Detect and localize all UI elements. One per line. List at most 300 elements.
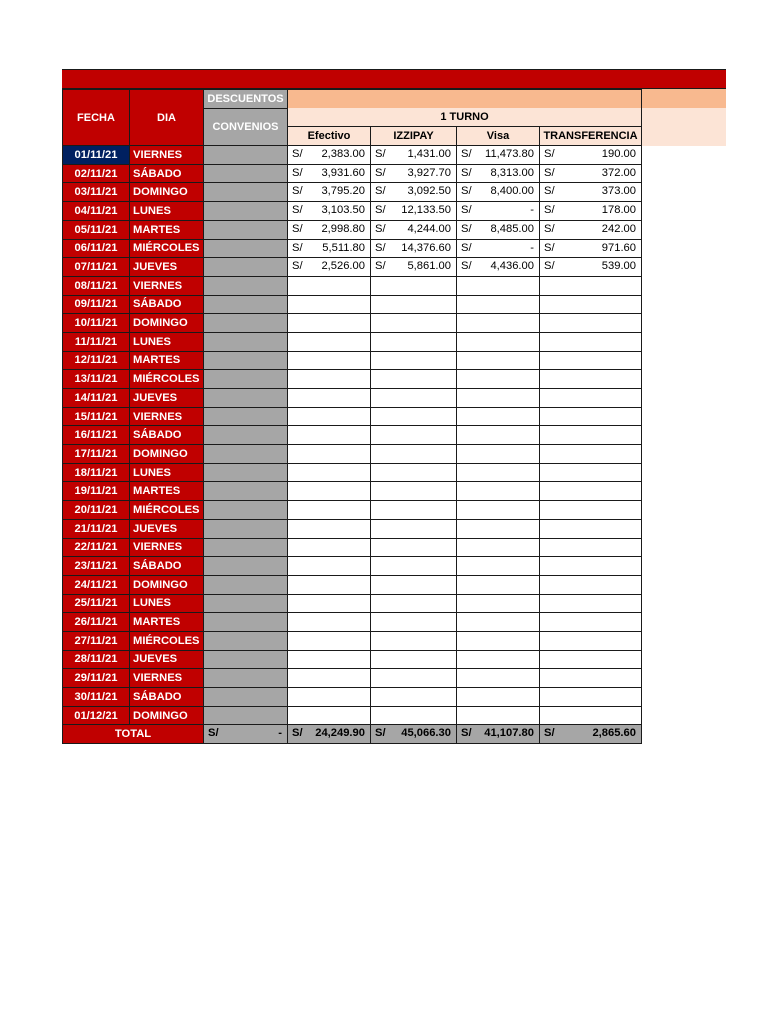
currency-symbol: S/ xyxy=(544,727,555,740)
amount-cell[interactable] xyxy=(540,370,642,389)
day-cell[interactable]: LUNES xyxy=(130,594,204,613)
amount-cell[interactable] xyxy=(457,519,540,538)
amount-cell[interactable] xyxy=(371,669,457,688)
total-visa[interactable] xyxy=(457,725,540,744)
amount-cell[interactable] xyxy=(371,220,457,239)
amount-cell[interactable] xyxy=(457,146,540,165)
amount-cell[interactable] xyxy=(371,631,457,650)
table-row xyxy=(63,519,642,538)
amount-value: 3,795.20 xyxy=(321,185,365,198)
amount-cell[interactable] xyxy=(457,332,540,351)
convenios-cell[interactable] xyxy=(204,501,288,520)
amount-cell[interactable] xyxy=(457,351,540,370)
header-efectivo[interactable]: Efectivo xyxy=(288,127,371,146)
amount-cell[interactable] xyxy=(288,332,371,351)
table-row xyxy=(63,258,642,277)
amount-value: 539.00 xyxy=(601,260,636,273)
convenios-cell[interactable] xyxy=(204,314,288,333)
amount-value: 14,376.60 xyxy=(401,241,451,254)
amount-cell[interactable] xyxy=(540,445,642,464)
currency-symbol: S/ xyxy=(461,204,472,217)
header-descuentos[interactable]: DESCUENTOS xyxy=(204,90,288,109)
amount-value: 373.00 xyxy=(601,185,636,198)
amount-value: 3,103.50 xyxy=(321,204,365,217)
amount-cell[interactable] xyxy=(288,220,371,239)
table-row xyxy=(63,650,642,669)
total-efectivo[interactable] xyxy=(288,725,371,744)
amount-cell[interactable] xyxy=(540,202,642,221)
amount-cell[interactable] xyxy=(540,426,642,445)
convenios-cell[interactable] xyxy=(204,370,288,389)
amount-cell[interactable] xyxy=(371,463,457,482)
amount-cell[interactable] xyxy=(288,314,371,333)
amount-cell[interactable] xyxy=(457,314,540,333)
date-cell[interactable]: 20/11/21 xyxy=(63,501,130,520)
day-cell[interactable]: SÁBADO xyxy=(130,164,204,183)
amount-cell[interactable] xyxy=(371,146,457,165)
amount-cell[interactable] xyxy=(371,482,457,501)
day-cell[interactable]: MARTES xyxy=(130,351,204,370)
amount-cell[interactable] xyxy=(457,557,540,576)
day-cell[interactable]: MIÉRCOLES xyxy=(130,370,204,389)
table-row xyxy=(63,463,642,482)
convenios-cell[interactable] xyxy=(204,202,288,221)
amount-value: 3,927.70 xyxy=(407,166,451,179)
header-turno[interactable]: 1 TURNO xyxy=(288,108,642,127)
amount-cell[interactable] xyxy=(540,295,642,314)
currency-symbol: S/ xyxy=(375,185,386,198)
header-descuentos-band[interactable] xyxy=(288,90,642,109)
title-banner xyxy=(62,69,726,89)
table-row xyxy=(63,688,642,707)
convenios-cell[interactable] xyxy=(204,575,288,594)
currency-symbol: S/ xyxy=(461,148,472,161)
amount-cell[interactable] xyxy=(457,482,540,501)
table-row xyxy=(63,407,642,426)
convenios-cell[interactable] xyxy=(204,463,288,482)
convenios-cell[interactable] xyxy=(204,519,288,538)
currency-symbol: S/ xyxy=(292,166,303,179)
date-cell[interactable]: 15/11/21 xyxy=(63,407,130,426)
day-cell[interactable]: JUEVES xyxy=(130,650,204,669)
amount-cell[interactable] xyxy=(371,594,457,613)
amount-cell[interactable] xyxy=(457,239,540,258)
currency-symbol: S/ xyxy=(292,727,303,740)
date-cell[interactable]: 07/11/21 xyxy=(63,258,130,277)
currency-symbol: S/ xyxy=(544,260,555,273)
amount-cell[interactable] xyxy=(540,501,642,520)
table-row xyxy=(63,631,642,650)
table-row xyxy=(63,594,642,613)
currency-symbol: S/ xyxy=(461,260,472,273)
convenios-cell[interactable] xyxy=(204,389,288,408)
amount-cell[interactable] xyxy=(371,202,457,221)
date-cell[interactable]: 10/11/21 xyxy=(63,314,130,333)
amount-cell[interactable] xyxy=(457,706,540,725)
amount-cell[interactable] xyxy=(540,519,642,538)
currency-symbol: S/ xyxy=(375,148,386,161)
date-cell[interactable]: 25/11/21 xyxy=(63,594,130,613)
amount-cell[interactable] xyxy=(371,706,457,725)
day-cell[interactable]: MARTES xyxy=(130,482,204,501)
date-cell[interactable]: 30/11/21 xyxy=(63,688,130,707)
date-cell[interactable]: 17/11/21 xyxy=(63,445,130,464)
date-cell[interactable]: 06/11/21 xyxy=(63,239,130,258)
amount-cell[interactable] xyxy=(540,669,642,688)
table-row xyxy=(63,239,642,258)
currency-symbol: S/ xyxy=(375,166,386,179)
day-cell[interactable]: MIÉRCOLES xyxy=(130,631,204,650)
total-label[interactable]: TOTAL xyxy=(63,725,204,744)
convenios-cell[interactable] xyxy=(204,407,288,426)
table-row xyxy=(63,146,642,165)
date-cell-selected[interactable]: 01/11/21 xyxy=(63,146,130,165)
amount-cell[interactable] xyxy=(288,631,371,650)
convenios-cell[interactable] xyxy=(204,146,288,165)
amount-cell[interactable] xyxy=(457,426,540,445)
table-row xyxy=(63,557,642,576)
currency-symbol: S/ xyxy=(461,222,472,235)
amount-cell[interactable] xyxy=(540,575,642,594)
amount-value: 8,313.00 xyxy=(490,166,534,179)
header-transferencia[interactable]: TRANSFERENCIA xyxy=(540,127,642,146)
amount-cell[interactable] xyxy=(457,389,540,408)
amount-cell[interactable] xyxy=(457,183,540,202)
amount-value: 178.00 xyxy=(601,204,636,217)
currency-symbol: S/ xyxy=(544,241,555,254)
amount-cell[interactable] xyxy=(288,426,371,445)
table-row xyxy=(63,314,642,333)
day-cell[interactable]: DOMINGO xyxy=(130,706,204,725)
day-cell[interactable]: MIÉRCOLES xyxy=(130,501,204,520)
amount-cell[interactable] xyxy=(540,314,642,333)
amount-cell[interactable] xyxy=(540,276,642,295)
amount-cell[interactable] xyxy=(457,445,540,464)
table-row xyxy=(63,669,642,688)
amount-cell[interactable] xyxy=(457,295,540,314)
date-cell[interactable]: 18/11/21 xyxy=(63,463,130,482)
amount-cell[interactable] xyxy=(288,407,371,426)
amount-cell[interactable] xyxy=(371,239,457,258)
table-row xyxy=(63,351,642,370)
amount-cell[interactable] xyxy=(457,220,540,239)
amount-cell[interactable] xyxy=(540,220,642,239)
amount-cell[interactable] xyxy=(288,445,371,464)
amount-value: 242.00 xyxy=(601,222,636,235)
amount-cell[interactable] xyxy=(288,276,371,295)
day-cell[interactable]: DOMINGO xyxy=(130,445,204,464)
day-cell[interactable]: LUNES xyxy=(130,463,204,482)
amount-cell[interactable] xyxy=(371,332,457,351)
table-row xyxy=(63,164,642,183)
amount-cell[interactable] xyxy=(288,538,371,557)
day-cell[interactable]: VIERNES xyxy=(130,538,204,557)
day-cell[interactable]: DOMINGO xyxy=(130,314,204,333)
day-cell[interactable]: MIÉRCOLES xyxy=(130,239,204,258)
amount-cell[interactable] xyxy=(371,426,457,445)
amount-cell[interactable] xyxy=(288,389,371,408)
total-convenios[interactable] xyxy=(204,725,288,744)
convenios-cell[interactable] xyxy=(204,669,288,688)
header-fecha[interactable]: FECHA xyxy=(63,90,130,146)
total-transferencia-value: 2,865.60 xyxy=(592,727,636,740)
table-row xyxy=(63,370,642,389)
date-cell[interactable]: 21/11/21 xyxy=(63,519,130,538)
convenios-cell[interactable] xyxy=(204,706,288,725)
day-cell[interactable]: VIERNES xyxy=(130,146,204,165)
amount-cell[interactable] xyxy=(457,202,540,221)
amount-cell[interactable] xyxy=(371,407,457,426)
date-cell[interactable]: 13/11/21 xyxy=(63,370,130,389)
amount-cell[interactable] xyxy=(540,351,642,370)
currency-symbol: S/ xyxy=(292,148,303,161)
convenios-cell[interactable] xyxy=(204,351,288,370)
amount-cell[interactable] xyxy=(457,407,540,426)
amount-cell[interactable] xyxy=(288,239,371,258)
convenios-cell[interactable] xyxy=(204,258,288,277)
convenios-cell[interactable] xyxy=(204,295,288,314)
amount-cell[interactable] xyxy=(288,575,371,594)
amount-cell[interactable] xyxy=(540,146,642,165)
day-cell[interactable]: SÁBADO xyxy=(130,295,204,314)
day-cell[interactable]: SÁBADO xyxy=(130,426,204,445)
amount-cell[interactable] xyxy=(457,575,540,594)
day-cell[interactable]: JUEVES xyxy=(130,258,204,277)
amount-cell[interactable] xyxy=(288,688,371,707)
currency-symbol: S/ xyxy=(292,241,303,254)
amount-cell[interactable] xyxy=(371,501,457,520)
amount-cell[interactable] xyxy=(540,613,642,632)
amount-cell[interactable] xyxy=(540,631,642,650)
date-cell[interactable]: 22/11/21 xyxy=(63,538,130,557)
header-visa[interactable]: Visa xyxy=(457,127,540,146)
convenios-cell[interactable] xyxy=(204,538,288,557)
currency-symbol: S/ xyxy=(375,260,386,273)
total-izzipay[interactable] xyxy=(371,725,457,744)
amount-cell[interactable] xyxy=(540,706,642,725)
convenios-cell[interactable] xyxy=(204,220,288,239)
amount-cell[interactable] xyxy=(540,332,642,351)
table-row xyxy=(63,613,642,632)
amount-cell[interactable] xyxy=(288,706,371,725)
amount-cell[interactable] xyxy=(371,389,457,408)
date-cell[interactable]: 16/11/21 xyxy=(63,426,130,445)
amount-cell[interactable] xyxy=(371,538,457,557)
day-cell[interactable]: JUEVES xyxy=(130,389,204,408)
date-cell[interactable]: 02/11/21 xyxy=(63,164,130,183)
day-cell[interactable]: VIERNES xyxy=(130,669,204,688)
amount-cell[interactable] xyxy=(540,557,642,576)
date-cell[interactable]: 26/11/21 xyxy=(63,613,130,632)
date-cell[interactable]: 14/11/21 xyxy=(63,389,130,408)
total-izzipay-value: 45,066.30 xyxy=(401,727,451,740)
date-cell[interactable]: 01/12/21 xyxy=(63,706,130,725)
amount-cell[interactable] xyxy=(288,295,371,314)
amount-cell[interactable] xyxy=(457,538,540,557)
amount-cell[interactable] xyxy=(457,463,540,482)
convenios-cell[interactable] xyxy=(204,613,288,632)
amount-cell[interactable] xyxy=(457,501,540,520)
amount-cell[interactable] xyxy=(540,463,642,482)
amount-cell[interactable] xyxy=(288,613,371,632)
day-cell[interactable]: JUEVES xyxy=(130,519,204,538)
table-row xyxy=(63,575,642,594)
amount-cell[interactable] xyxy=(371,370,457,389)
amount-cell[interactable] xyxy=(371,613,457,632)
amount-cell[interactable] xyxy=(540,594,642,613)
amount-cell[interactable] xyxy=(288,669,371,688)
amount-cell[interactable] xyxy=(457,669,540,688)
amount-cell[interactable] xyxy=(371,276,457,295)
convenios-cell[interactable] xyxy=(204,482,288,501)
date-cell[interactable]: 08/11/21 xyxy=(63,276,130,295)
amount-cell[interactable] xyxy=(540,650,642,669)
amount-cell[interactable] xyxy=(457,594,540,613)
currency-symbol: S/ xyxy=(544,166,555,179)
amount-cell[interactable] xyxy=(457,258,540,277)
day-cell[interactable]: LUNES xyxy=(130,332,204,351)
convenios-cell[interactable] xyxy=(204,332,288,351)
amount-cell[interactable] xyxy=(288,202,371,221)
convenios-cell[interactable] xyxy=(204,276,288,295)
amount-value: 4,244.00 xyxy=(407,222,451,235)
amount-cell[interactable] xyxy=(540,538,642,557)
amount-cell[interactable] xyxy=(371,650,457,669)
day-cell[interactable]: MARTES xyxy=(130,613,204,632)
header-dia[interactable]: DIA xyxy=(130,90,204,146)
date-cell[interactable]: 03/11/21 xyxy=(63,183,130,202)
date-cell[interactable]: 24/11/21 xyxy=(63,575,130,594)
day-cell[interactable]: LUNES xyxy=(130,202,204,221)
date-cell[interactable]: 29/11/21 xyxy=(63,669,130,688)
table-row xyxy=(63,220,642,239)
amount-cell[interactable] xyxy=(288,258,371,277)
amount-cell[interactable] xyxy=(371,295,457,314)
header-izzipay[interactable]: IZZIPAY xyxy=(371,127,457,146)
currency-symbol: S/ xyxy=(544,185,555,198)
amount-cell[interactable] xyxy=(457,631,540,650)
day-cell[interactable]: DOMINGO xyxy=(130,575,204,594)
amount-cell[interactable] xyxy=(371,258,457,277)
convenios-cell[interactable] xyxy=(204,557,288,576)
amount-cell[interactable] xyxy=(288,650,371,669)
currency-symbol: S/ xyxy=(461,185,472,198)
table-row xyxy=(63,389,642,408)
date-cell[interactable]: 19/11/21 xyxy=(63,482,130,501)
amount-value: 190.00 xyxy=(601,148,636,161)
amount-cell[interactable] xyxy=(457,164,540,183)
amount-cell[interactable] xyxy=(288,463,371,482)
header-convenios[interactable]: CONVENIOS xyxy=(204,108,288,145)
amount-cell[interactable] xyxy=(371,575,457,594)
amount-cell[interactable] xyxy=(288,482,371,501)
amount-cell[interactable] xyxy=(288,557,371,576)
convenios-cell[interactable] xyxy=(204,183,288,202)
amount-cell[interactable] xyxy=(288,501,371,520)
amount-cell[interactable] xyxy=(371,164,457,183)
currency-symbol: S/ xyxy=(292,260,303,273)
amount-cell[interactable] xyxy=(457,650,540,669)
amount-cell[interactable] xyxy=(540,239,642,258)
amount-cell[interactable] xyxy=(288,519,371,538)
convenios-cell[interactable] xyxy=(204,426,288,445)
amount-cell[interactable] xyxy=(288,370,371,389)
date-cell[interactable]: 05/11/21 xyxy=(63,220,130,239)
amount-cell[interactable] xyxy=(371,445,457,464)
day-cell[interactable]: DOMINGO xyxy=(130,183,204,202)
amount-cell[interactable] xyxy=(288,594,371,613)
table-row xyxy=(63,445,642,464)
amount-cell[interactable] xyxy=(371,351,457,370)
day-cell[interactable]: SÁBADO xyxy=(130,557,204,576)
convenios-cell[interactable] xyxy=(204,445,288,464)
amount-cell[interactable] xyxy=(457,370,540,389)
amount-cell[interactable] xyxy=(540,164,642,183)
day-cell[interactable]: SÁBADO xyxy=(130,688,204,707)
day-cell[interactable]: VIERNES xyxy=(130,407,204,426)
amount-cell[interactable] xyxy=(540,183,642,202)
convenios-cell[interactable] xyxy=(204,239,288,258)
date-cell[interactable]: 12/11/21 xyxy=(63,351,130,370)
amount-cell[interactable] xyxy=(288,164,371,183)
date-cell[interactable]: 28/11/21 xyxy=(63,650,130,669)
amount-cell[interactable] xyxy=(371,688,457,707)
total-visa-value: 41,107.80 xyxy=(484,727,534,740)
amount-cell[interactable] xyxy=(457,688,540,707)
date-cell[interactable]: 27/11/21 xyxy=(63,631,130,650)
amount-cell[interactable] xyxy=(371,519,457,538)
convenios-cell[interactable] xyxy=(204,594,288,613)
date-cell[interactable]: 11/11/21 xyxy=(63,332,130,351)
amount-cell[interactable] xyxy=(371,183,457,202)
day-cell[interactable]: MARTES xyxy=(130,220,204,239)
amount-cell[interactable] xyxy=(288,183,371,202)
amount-cell[interactable] xyxy=(457,613,540,632)
amount-cell[interactable] xyxy=(540,482,642,501)
convenios-cell[interactable] xyxy=(204,164,288,183)
total-convenios-value: - xyxy=(278,727,282,740)
currency-symbol: S/ xyxy=(208,727,219,740)
table-row xyxy=(63,426,642,445)
amount-value: 3,931.60 xyxy=(321,166,365,179)
convenios-cell[interactable] xyxy=(204,650,288,669)
amount-cell[interactable] xyxy=(540,389,642,408)
amount-cell[interactable] xyxy=(457,276,540,295)
amount-cell[interactable] xyxy=(540,688,642,707)
currency-symbol: S/ xyxy=(544,148,555,161)
convenios-cell[interactable] xyxy=(204,688,288,707)
amount-cell[interactable] xyxy=(371,314,457,333)
date-cell[interactable]: 04/11/21 xyxy=(63,202,130,221)
amount-value: 372.00 xyxy=(601,166,636,179)
amount-value: - xyxy=(530,241,534,254)
amount-value: 8,400.00 xyxy=(490,185,534,198)
total-transferencia[interactable] xyxy=(540,725,642,744)
amount-cell[interactable] xyxy=(540,258,642,277)
date-cell[interactable]: 09/11/21 xyxy=(63,295,130,314)
amount-cell[interactable] xyxy=(540,407,642,426)
currency-symbol: S/ xyxy=(544,204,555,217)
convenios-cell[interactable] xyxy=(204,631,288,650)
table-row xyxy=(63,538,642,557)
amount-cell[interactable] xyxy=(288,351,371,370)
amount-value: 8,485.00 xyxy=(490,222,534,235)
amount-cell[interactable] xyxy=(288,146,371,165)
date-cell[interactable]: 23/11/21 xyxy=(63,557,130,576)
amount-cell[interactable] xyxy=(371,557,457,576)
day-cell[interactable]: VIERNES xyxy=(130,276,204,295)
amount-value: 2,383.00 xyxy=(321,148,365,161)
